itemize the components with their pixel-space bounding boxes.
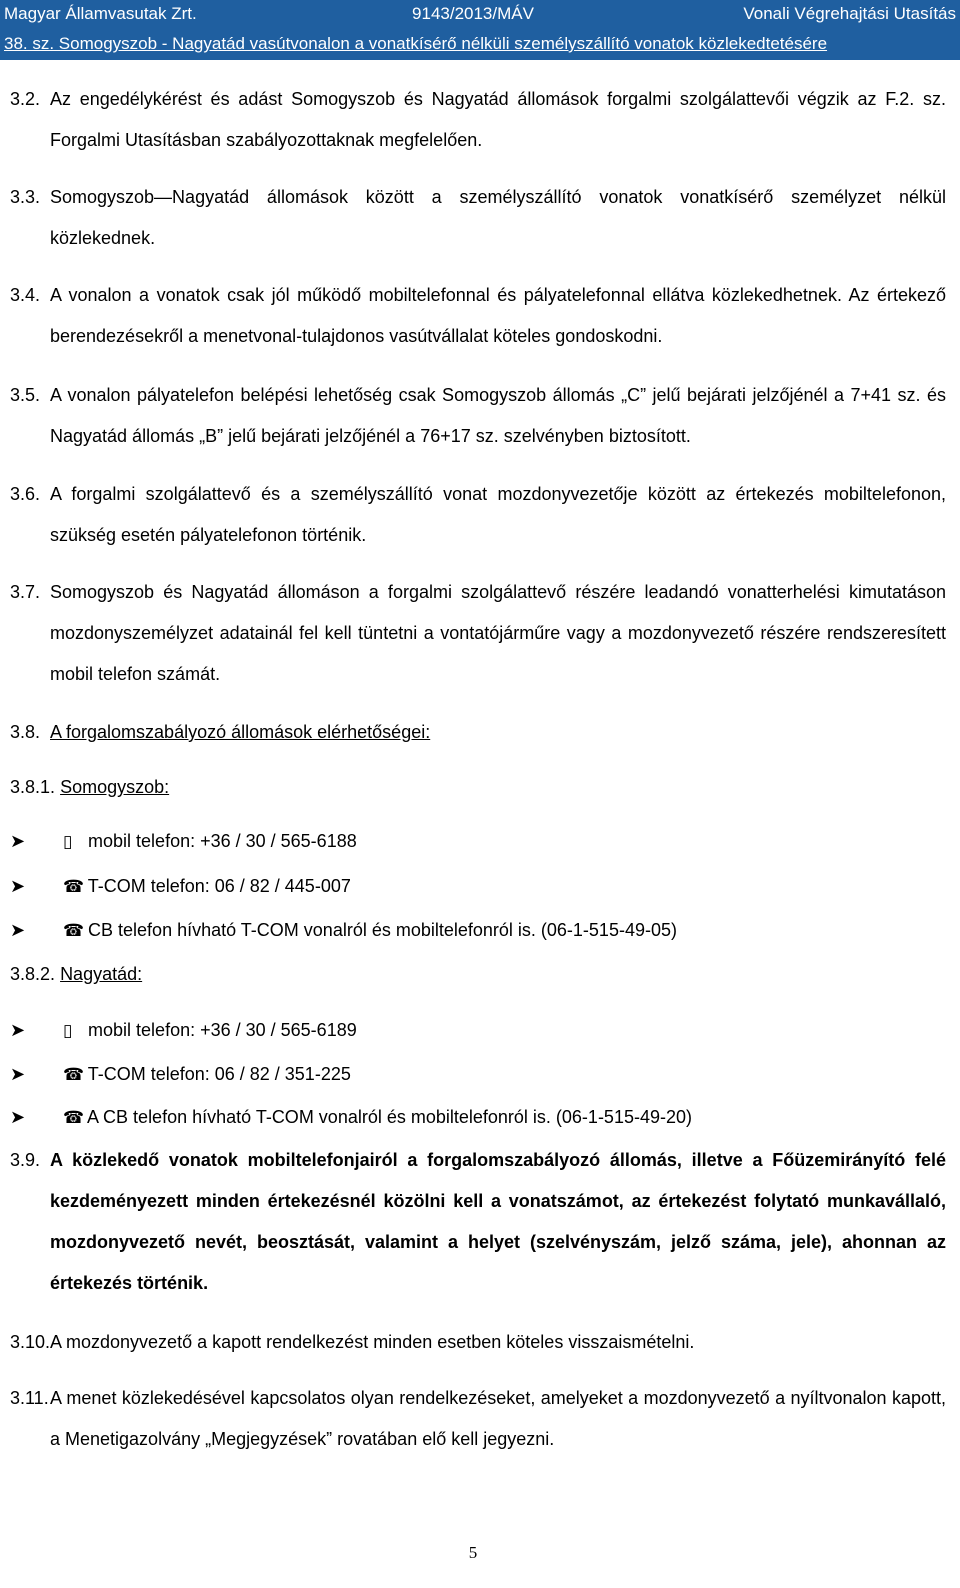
section-text: Somogyszob és Nagyatád állomáson a forgalmi szolgálattevő részére leadandó vonatterhelési kimutatáson mozdonyszemélyzet adatainál fel kell tüntetni a vontatójárműre vagy a mozdonyvezető részére rendszeresített mobil telefon számát. [50,582,946,684]
header-row [0,4,960,28]
contact-item [10,876,351,897]
contact-text: A CB telefon hívható T-COM vonalról és mobiltelefonról is. (06-1-515-49-20) [87,1107,692,1127]
arrow-bullet-icon: ➤ [10,831,26,851]
contact-text: T-COM telefon: 06 / 82 / 445-007 [87,876,351,896]
arrow-bullet-icon: ➤ [10,1020,26,1040]
phone-icon: ☎ [63,1065,85,1084]
arrow-bullet-icon: ➤ [10,876,26,896]
section-text: Az engedélykérést és adást Somogyszob és Nagyatád állomások forgalmi szolgálattevői végzik az F.2. sz. Forgalmi Utasításban szabályozottaknak megfelelően. [50,89,946,150]
header-subtitle: 38. sz. Somogyszob - Nagyatád vasútvonalon a vonatkísérő nélküli személyszállító vonatok közlekedtetésére [4,34,828,53]
header-organization: Magyar Államvasutak Zrt. [4,4,197,23]
section-number: 3.8. [10,722,41,742]
section-text: A forgalmi szolgálattevő és a személyszállító vonat mozdonyvezetője között az értekezés mobiltelefonon, szükség esetén pályatelefonon történik. [50,484,946,545]
subsection-title: Nagyatád: [60,964,143,984]
mobile-icon: ▯ [63,1021,73,1040]
section-text: A menet közlekedésével kapcsolatos olyan rendelkezéseket, amelyeket a mozdonyvezető a nyíltvonalon kapott, a Menetigazolvány „Megjegyzések” rovatában elő kell jegyezni. [50,1388,946,1449]
section-number: 3.11. [10,1388,49,1408]
section-number: 3.7. [10,582,41,602]
section-number: 3.5. [10,385,41,405]
section-number: 3.3. [10,187,41,207]
section-text: A vonalon pályatelefon belépési lehetőség csak Somogyszob állomás „C” jelű bejárati jelzőjénél a 7+41 sz. és Nagyatád állomás „B” jelű bejárati jelzőjénél a 76+17 sz. szelvényben biztosított. [50,385,946,446]
contact-text: CB telefon hívható T-COM vonalról és mobiltelefonról is. (06-1-515-49-05) [88,920,677,940]
subsection-title: Somogyszob: [60,777,170,797]
subsection-number: 3.8.2. [10,964,56,984]
section-text: A vonalon a vonatok csak jól működő mobiltelefonnal és pályatelefonnal ellátva közlekedhetnek. Az értekező berendezésekről a menetvonal-tulajdonos vasútvállalat köteles gondoskodni. [50,285,946,346]
contact-text: mobil telefon: +36 / 30 / 565-6188 [88,831,357,851]
header-document-title: Vonali Végrehajtási Utasítás [743,4,956,23]
section-text: A közlekedő vonatok mobiltelefonjairól a forgalomszabályozó állomás, illetve a Főüzemirányító felé kezdeményezett minden értekezésnél közölni kell a vonatszámot, az értekezést folytató munkavállaló, mozdonyvezető nevét, beosztását, valamint a helyet (szelvényszám, jelző száma, jele), ahonnan az értekezés történik. [50,1150,946,1293]
arrow-bullet-icon: ➤ [10,920,26,940]
section-text: A mozdonyvezető a kapott rendelkezést minden esetben köteles visszaismételni. [50,1332,695,1352]
section-number: 3.2. [10,89,41,109]
section-text: Somogyszob—Nagyatád állomások között a személyszállító vonatok vonatkísérő személyzet nélkül közlekednek. [50,187,946,248]
page-number: 5 [468,1543,478,1562]
arrow-bullet-icon: ➤ [10,1107,26,1127]
arrow-bullet-icon: ➤ [10,1064,26,1084]
contact-item [10,1064,351,1085]
contact-text: T-COM telefon: 06 / 82 / 351-225 [87,1064,351,1084]
subsection-3-8-1 [10,777,169,798]
document-header [0,0,960,60]
section-number: 3.6. [10,484,41,504]
section-heading: A forgalomszabályozó állomások elérhetőségei: [50,722,431,742]
contact-item [10,1020,357,1041]
phone-icon: ☎ [63,1108,85,1127]
phone-icon: ☎ [63,877,85,896]
section-number: 3.4. [10,285,41,305]
contact-item [10,1107,692,1128]
header-document-number: 9143/2013/MÁV [412,4,534,23]
contact-item [10,831,357,852]
subsection-3-8-2 [10,964,142,985]
contact-text: mobil telefon: +36 / 30 / 565-6189 [88,1020,357,1040]
phone-icon: ☎ [63,921,85,940]
section-number: 3.9. [10,1150,41,1170]
contact-item [10,920,677,941]
mobile-icon: ▯ [63,832,73,851]
section-number: 3.10. [10,1332,51,1352]
subsection-number: 3.8.1. [10,777,56,797]
